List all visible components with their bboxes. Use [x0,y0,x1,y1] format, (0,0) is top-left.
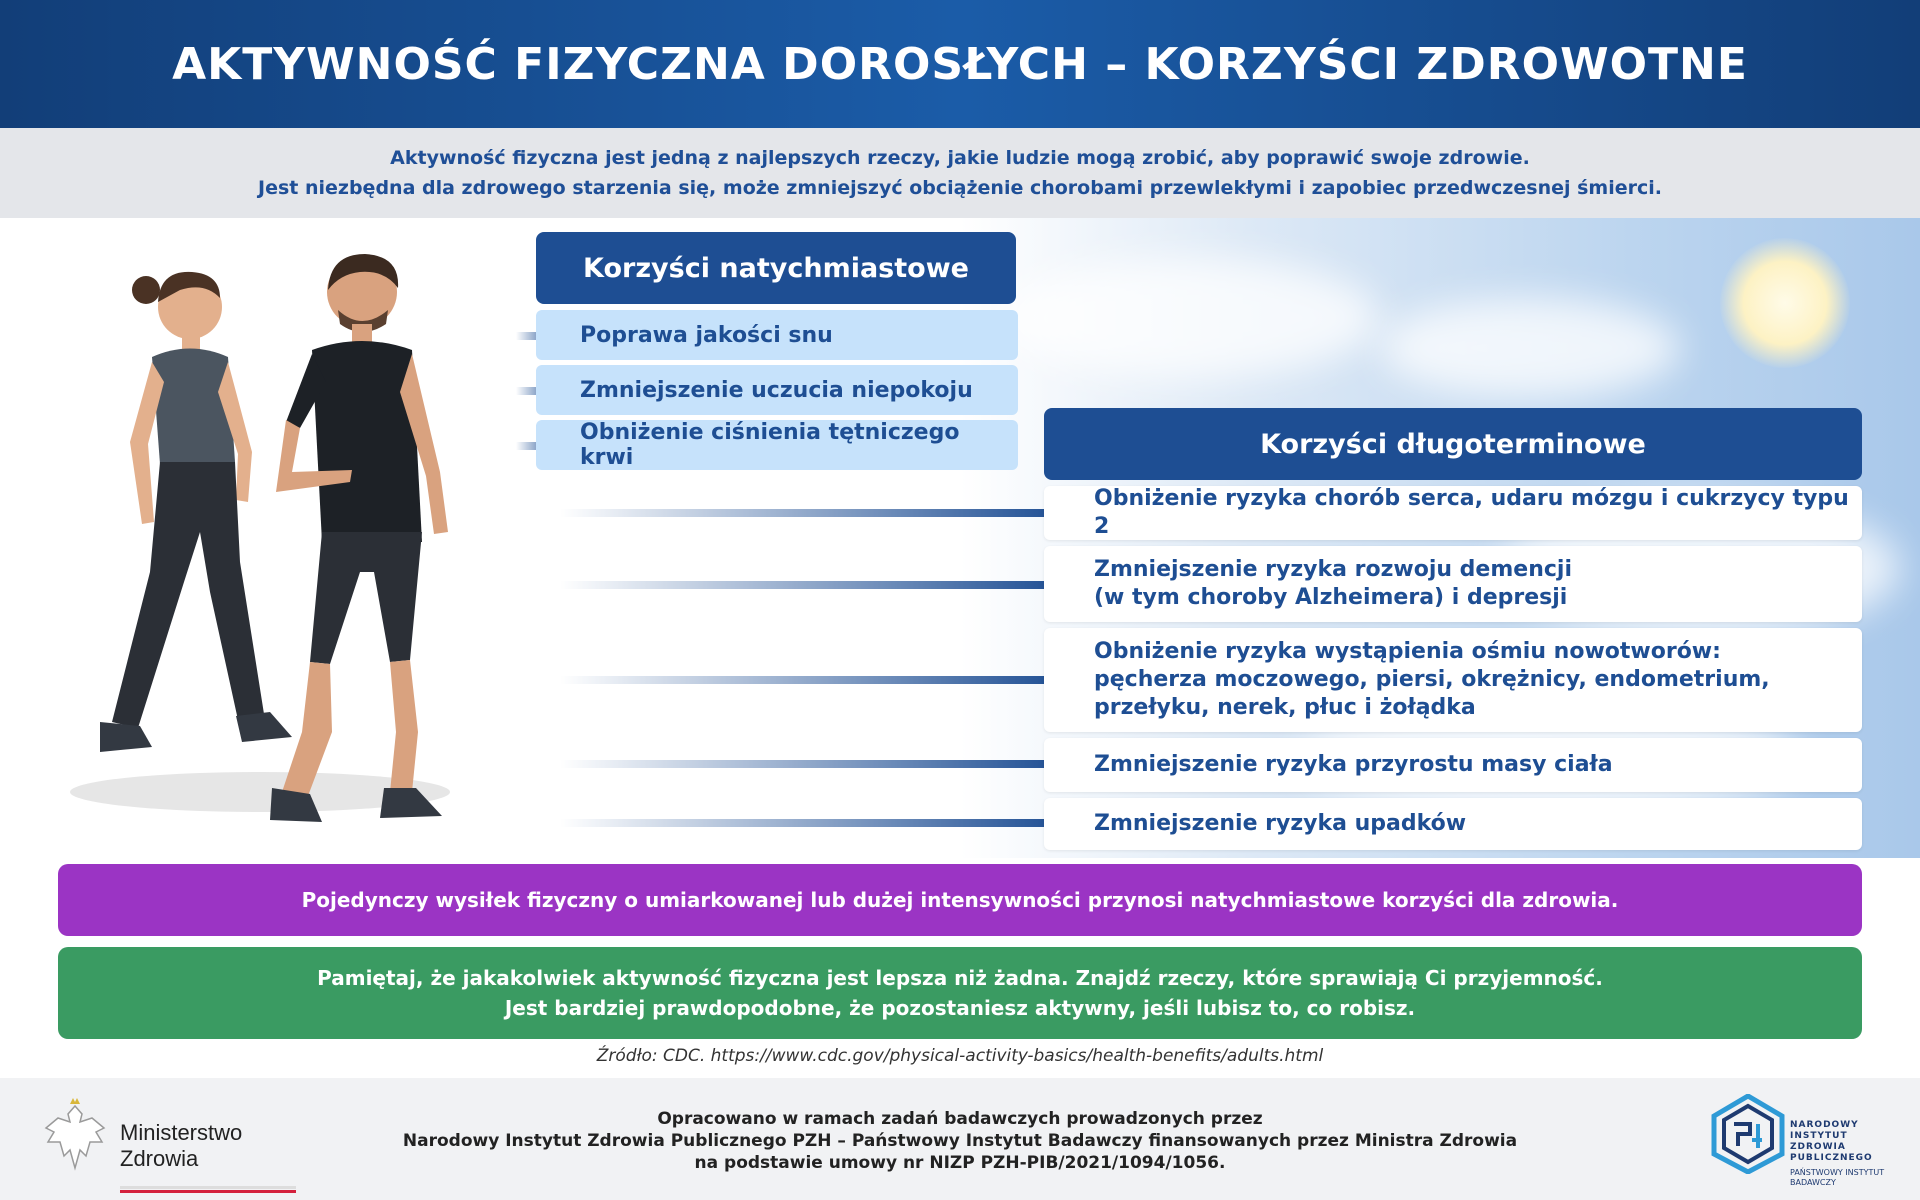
footer-credits [400,1108,1520,1174]
long-arrow-icon [560,665,1084,695]
immediate-benefit-label: Obniżenie ciśnienia tętniczego krwi [580,420,960,470]
immediate-benefit-item [536,310,1018,360]
longterm-benefits-title: Korzyści długoterminowe [1260,428,1646,460]
footer [0,1078,1920,1200]
ministry-name-line-1: Ministerstwo [120,1120,243,1145]
long-arrow-icon [560,570,1084,600]
ministry-name-line-2: Zdrowia [120,1146,199,1171]
pzh-logo [1710,1094,1890,1190]
longterm-benefit-label: przełyku, nerek, płuc i żołądka [1094,695,1476,720]
longterm-benefit-label: Zmniejszenie ryzyka upadków [1094,811,1467,836]
pzh-line-1: NARODOWY [1790,1120,1859,1130]
longterm-benefit-item [1044,546,1862,622]
long-arrow-icon [560,808,1084,838]
immediate-benefit-label: Poprawa jakości snu [580,322,833,348]
longterm-benefit-label: Zmniejszenie ryzyka przyrostu masy ciała [1094,752,1613,777]
longterm-benefit-label: Obniżenie ryzyka wystąpienia ośmiu nowotworów: [1094,639,1721,664]
pzh-emblem-icon [1710,1094,1786,1174]
longterm-benefit-item [1044,486,1862,540]
pzh-name [1790,1120,1873,1164]
long-arrow-icon [560,749,1084,779]
longterm-benefit-label: Obniżenie ryzyka chorób serca, udaru mózgu i cukrzycy typu 2 [1094,486,1849,539]
green-banner-line-2: Jest bardziej prawdopodobne, że pozostaniesz aktywny, jeśli lubisz to, co robisz. [504,996,1416,1020]
immediate-benefit-label: Zmniejszenie uczucia niepokoju [580,377,973,403]
intro-line-2: Jest niezbędna dla zdrowego starzenia się, może zmniejszyć obciążenie chorobami przewlekłymi i zapobiec przedwczesnej śmierci. [258,177,1662,199]
intro-line-1: Aktywność fizyczna jest jedną z najlepszych rzeczy, jakie ludzie mogą zrobić, aby poprawić swoje zdrowie. [390,147,1530,169]
intro-section [0,128,1920,218]
longterm-benefit-label: Zmniejszenie ryzyka rozwoju demencji [1094,557,1572,582]
walking-people-illustration [60,232,500,852]
pzh-line-6: BADAWCZY [1790,1178,1836,1187]
longterm-benefit-item [1044,798,1862,850]
purple-info-banner [58,864,1862,936]
longterm-benefits-header [1044,408,1862,480]
pzh-line-3: ZDROWIA [1790,1142,1846,1152]
footer-line-1: Opracowano w ramach zadań badawczych prowadzonych przez [657,1109,1263,1129]
footer-line-2: Narodowy Instytut Zdrowia Publicznego PZH – Państwowy Instytut Badawczy finansowanych przez Ministra Zdrowia [402,1131,1518,1151]
green-banner-line-1: Pamiętaj, że jakakolwiek aktywność fizyczna jest lepsza niż żadna. Znajdź rzeczy, które sprawiają Ci przyjemność. [317,966,1603,990]
immediate-benefit-item [536,420,1018,470]
longterm-benefit-item [1044,628,1862,732]
longterm-benefit-label: (w tym choroby Alzheimera) i depresji [1094,585,1568,610]
purple-banner-text: Pojedynczy wysiłek fizyczny o umiarkowanej lub dużej intensywności przynosi natychmiastowe korzyści dla zdrowia. [301,888,1619,912]
ministry-name [120,1120,242,1172]
longterm-benefit-label: pęcherza moczowego, piersi, okrężnicy, endometrium, [1094,667,1770,692]
long-arrow-icon [560,498,1084,528]
pzh-line-2: INSTYTUT [1790,1131,1848,1141]
ministry-logo [40,1098,270,1188]
longterm-benefit-item [1044,738,1862,792]
immediate-benefits-header [536,232,1016,304]
pzh-line-5: PAŃSTWOWY INSTYTUT [1790,1168,1885,1177]
header-banner [0,0,1920,128]
sun-icon [1720,238,1850,368]
immediate-benefits-title: Korzyści natychmiastowe [583,252,969,284]
page-title: AKTYWNOŚĆ FIZYCZNA DOROSŁYCH – KORZYŚCI ZDROWOTNE [172,38,1748,90]
green-info-banner [58,947,1862,1039]
eagle-emblem-icon [40,1098,110,1178]
immediate-benefit-item [536,365,1018,415]
pzh-line-4: PUBLICZNEGO [1790,1153,1873,1163]
pzh-subtitle [1790,1168,1884,1188]
footer-line-3: na podstawie umowy nr NIZP PZH-PIB/2021/1094/1056. [694,1153,1226,1173]
source-citation: Źródło: CDC. https://www.cdc.gov/physical-activity-basics/health-benefits/adults.html [596,1046,1324,1066]
